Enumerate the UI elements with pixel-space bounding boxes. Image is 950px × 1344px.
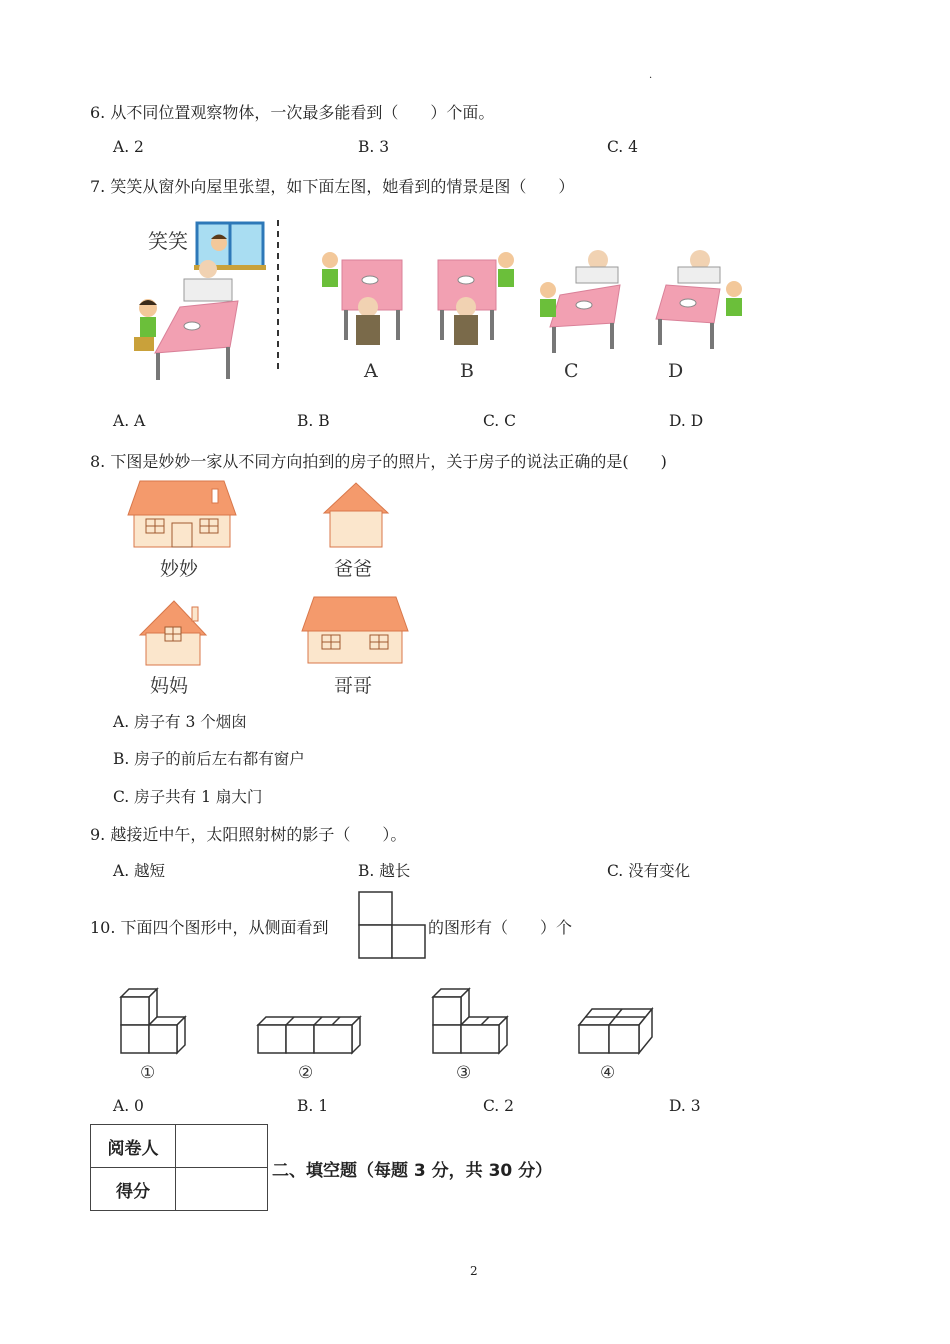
score-field[interactable]: [176, 1168, 268, 1211]
house-label-gege: 哥哥: [334, 675, 373, 697]
q7-option-a: A. A: [113, 412, 146, 430]
house-label-baba: 爸爸: [334, 558, 373, 580]
house-icon: [140, 601, 206, 665]
q7-picture-label-a: A: [364, 360, 378, 382]
grandpa-head-icon: [199, 260, 217, 278]
q7-picture-label-d: D: [668, 360, 684, 382]
house-icon: [128, 481, 236, 547]
q7-option-d: D. D: [669, 412, 704, 430]
q10-option-a: A. 0: [113, 1097, 144, 1115]
cube-figure-1: [121, 989, 185, 1053]
q9-option-b: B. 越长: [358, 862, 411, 880]
reviewer-field[interactable]: [176, 1125, 268, 1168]
score-label: 得分: [91, 1168, 176, 1211]
q8-option-a: A. 房子有 3 个烟囱: [113, 713, 247, 731]
header-dot: .: [649, 70, 653, 81]
house-icon: [302, 597, 408, 663]
figure-label-2: ②: [298, 1063, 314, 1083]
q7-option-c: C. C: [483, 412, 517, 430]
q7-picture-d: [656, 250, 742, 382]
house-icon: [324, 483, 388, 547]
q10-figures: [110, 980, 670, 1085]
question-10-text-after: 的图形有（ ）个: [428, 918, 573, 937]
q8-option-c: C. 房子共有 1 扇大门: [113, 788, 263, 806]
q7-illustration: [120, 215, 760, 390]
q7-option-b: B. B: [297, 412, 330, 430]
q7-picture-b: [438, 252, 514, 382]
q7-scene-label: 笑笑: [148, 229, 188, 253]
figure-label-3: ③: [456, 1063, 472, 1083]
newspaper-icon: [184, 279, 232, 301]
q7-picture-c: [540, 250, 620, 382]
score-box: [90, 1124, 268, 1211]
q6-option-c: C. 4: [607, 138, 639, 156]
cube-figure-4: [579, 1009, 652, 1053]
page-number: 2: [470, 1264, 478, 1278]
question-8-text: 8. 下图是妙妙一家从不同方向拍到的房子的照片，关于房子的说法正确的是( ): [90, 452, 667, 471]
house-label-miaomiao: 妙妙: [160, 558, 199, 580]
q6-option-b: B. 3: [358, 138, 390, 156]
q10-option-c: C. 2: [483, 1097, 515, 1115]
reviewer-label: 阅卷人: [91, 1125, 176, 1168]
q7-picture-label-c: C: [564, 360, 579, 382]
section-2-title: 二、填空题（每题 3 分，共 30 分）: [272, 1161, 553, 1181]
question-9-text: 9. 越接近中午，太阳照射树的影子（ ）。: [90, 825, 407, 844]
cube-figure-3: [433, 989, 507, 1053]
q8-option-b: B. 房子的前后左右都有窗户: [113, 750, 305, 768]
q8-houses: [120, 475, 420, 700]
house-label-mama: 妈妈: [150, 675, 189, 697]
question-7-text: 7. 笑笑从窗外向屋里张望，如下面左图，她看到的情景是图（ ）: [90, 177, 575, 196]
q7-picture-a: [322, 252, 402, 382]
q7-picture-label-b: B: [460, 360, 474, 382]
q9-option-a: A. 越短: [113, 862, 166, 880]
q7-scene: [134, 220, 278, 380]
q10-option-b: B. 1: [297, 1097, 329, 1115]
figure-label-4: ④: [600, 1063, 616, 1083]
q6-option-a: A. 2: [113, 138, 144, 156]
question-6-text: 6. 从不同位置观察物体，一次最多能看到（ ）个面。: [90, 103, 495, 122]
q9-option-c: C. 没有变化: [607, 862, 691, 880]
side-view-shape: [358, 891, 426, 959]
q10-option-d: D. 3: [669, 1097, 701, 1115]
cube-figure-2: [258, 1017, 360, 1053]
figure-label-1: ①: [140, 1063, 156, 1083]
question-10-text-before: 10. 下面四个图形中，从侧面看到: [90, 918, 329, 937]
